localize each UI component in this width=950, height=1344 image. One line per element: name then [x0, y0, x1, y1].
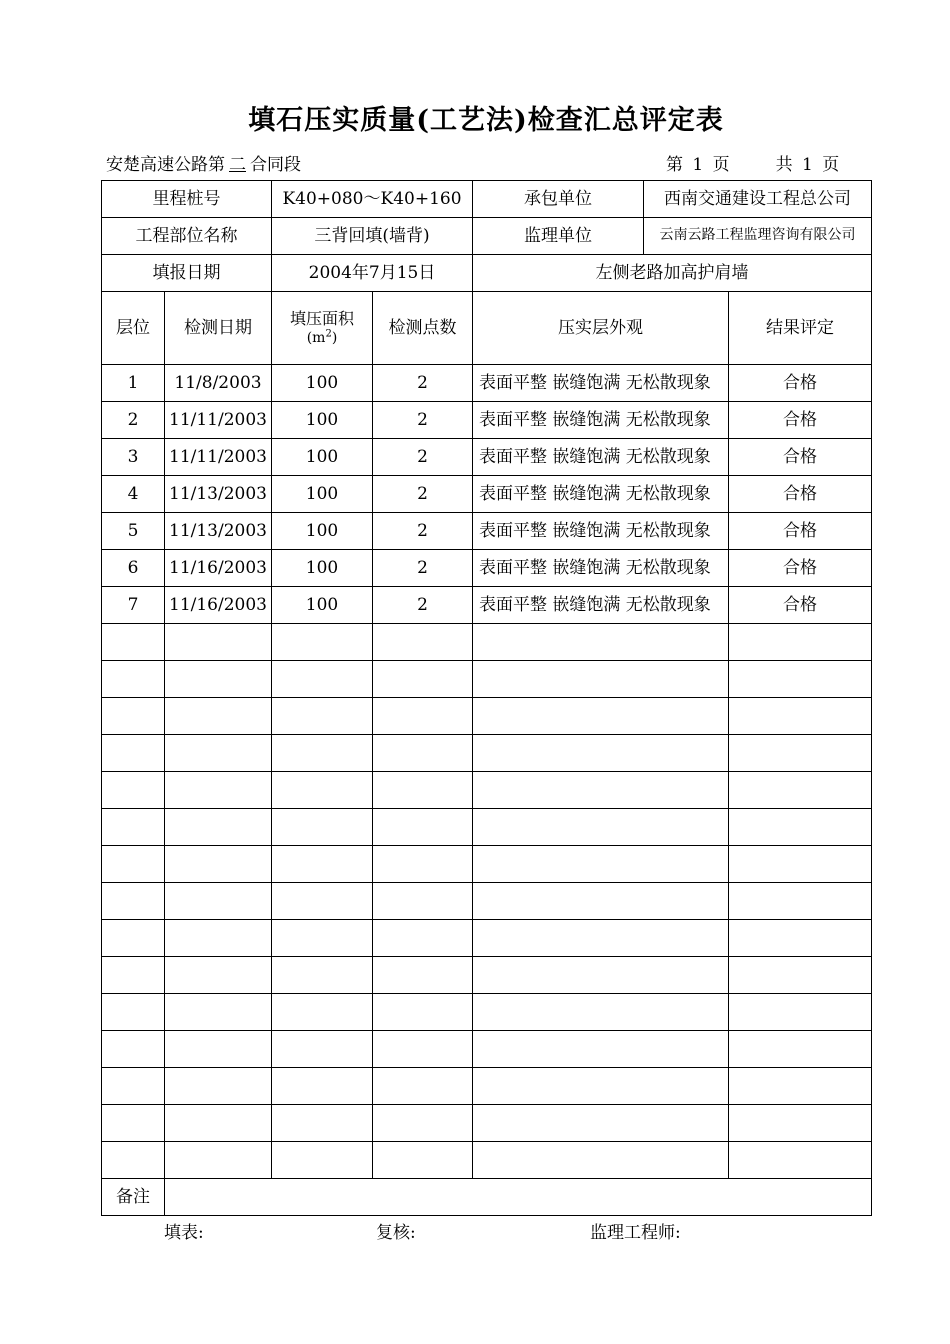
empty-cell	[373, 883, 473, 920]
remarks-row	[102, 1179, 872, 1216]
cell-result: 合格	[729, 402, 872, 439]
page-indicator	[666, 150, 839, 175]
cell-result: 合格	[729, 587, 872, 624]
empty-cell	[473, 772, 729, 809]
empty-cell	[272, 1142, 373, 1179]
col-area-label: 填压面积	[289, 308, 354, 328]
empty-cell	[473, 994, 729, 1031]
empty-cell	[373, 1105, 473, 1142]
table-row	[102, 476, 872, 513]
empty-cell	[102, 1068, 165, 1105]
col-area-unit: $(m^2)$	[306, 328, 338, 346]
table-row	[102, 513, 872, 550]
cell-points: 2	[373, 439, 473, 476]
cell-result: 合格	[729, 513, 872, 550]
empty-cell	[729, 994, 872, 1031]
empty-row	[102, 735, 872, 772]
cell-date: 11/13/2003	[165, 513, 272, 550]
empty-cell	[102, 735, 165, 772]
cell-date: 11/16/2003	[165, 587, 272, 624]
empty-cell	[102, 772, 165, 809]
cell-result: 合格	[729, 550, 872, 587]
empty-cell	[102, 1031, 165, 1068]
cell-layer: 3	[102, 439, 165, 476]
col-points: 检测点数	[373, 292, 473, 365]
empty-cell	[102, 920, 165, 957]
empty-cell	[729, 624, 872, 661]
empty-cell	[473, 883, 729, 920]
empty-cell	[272, 846, 373, 883]
col-layer: 层位	[102, 292, 165, 365]
station-label: 里程桩号	[102, 181, 272, 218]
cell-appearance: 表面平整 嵌缝饱满 无松散现象	[473, 402, 729, 439]
cell-points: 2	[373, 550, 473, 587]
empty-cell	[272, 1031, 373, 1068]
col-result: 结果评定	[729, 292, 872, 365]
empty-cell	[473, 1031, 729, 1068]
empty-cell	[373, 624, 473, 661]
cell-points: 2	[373, 476, 473, 513]
cell-appearance: 表面平整 嵌缝饱满 无松散现象	[473, 476, 729, 513]
empty-cell	[473, 735, 729, 772]
empty-cell	[272, 698, 373, 735]
empty-row	[102, 994, 872, 1031]
empty-row	[102, 957, 872, 994]
cell-area: 100	[272, 365, 373, 402]
empty-row	[102, 698, 872, 735]
empty-cell	[102, 624, 165, 661]
empty-cell	[729, 661, 872, 698]
cell-area: 100	[272, 439, 373, 476]
cell-points: 2	[373, 365, 473, 402]
date-label: 填报日期	[102, 255, 272, 292]
empty-cell	[473, 1068, 729, 1105]
empty-cell	[165, 957, 272, 994]
empty-cell	[272, 1105, 373, 1142]
empty-cell	[165, 1142, 272, 1179]
empty-cell	[729, 957, 872, 994]
empty-cell	[102, 1105, 165, 1142]
engineer-label: 监理工程师:	[590, 1223, 681, 1243]
table-row	[102, 402, 872, 439]
empty-cell	[373, 1142, 473, 1179]
cell-date: 11/11/2003	[165, 402, 272, 439]
cell-appearance: 表面平整 嵌缝饱满 无松散现象	[473, 439, 729, 476]
project-prefix: 安楚高速公路第	[106, 155, 225, 175]
empty-cell	[272, 1068, 373, 1105]
cell-points: 2	[373, 587, 473, 624]
empty-cell	[272, 661, 373, 698]
supervisor-label: 监理单位	[473, 218, 644, 255]
cell-area: 100	[272, 476, 373, 513]
empty-cell	[473, 698, 729, 735]
empty-row	[102, 624, 872, 661]
empty-row	[102, 1105, 872, 1142]
empty-cell	[165, 624, 272, 661]
empty-cell	[165, 698, 272, 735]
inspection-table	[101, 180, 872, 1216]
cell-date: 11/13/2003	[165, 476, 272, 513]
col-check-date: 检测日期	[165, 292, 272, 365]
empty-cell	[165, 1068, 272, 1105]
cell-date: 11/11/2003	[165, 439, 272, 476]
empty-cell	[165, 994, 272, 1031]
empty-cell	[373, 957, 473, 994]
empty-cell	[165, 735, 272, 772]
empty-cell	[729, 735, 872, 772]
remarks-label: 备注	[102, 1179, 165, 1216]
empty-cell	[729, 1105, 872, 1142]
empty-cell	[165, 883, 272, 920]
info-row-date	[102, 255, 872, 292]
empty-cell	[373, 772, 473, 809]
empty-cell	[165, 920, 272, 957]
contractor-value: 西南交通建设工程总公司	[644, 181, 872, 218]
empty-cell	[165, 772, 272, 809]
table-row	[102, 550, 872, 587]
empty-row	[102, 1031, 872, 1068]
empty-row	[102, 772, 872, 809]
empty-cell	[102, 883, 165, 920]
empty-cell	[373, 920, 473, 957]
cell-date: 11/8/2003	[165, 365, 272, 402]
empty-cell	[272, 735, 373, 772]
empty-cell	[102, 698, 165, 735]
form-title: 填石压实质量(工艺法)检查汇总评定表	[248, 105, 724, 136]
empty-cell	[473, 1142, 729, 1179]
empty-cell	[165, 809, 272, 846]
cell-layer: 5	[102, 513, 165, 550]
empty-cell	[473, 846, 729, 883]
cell-result: 合格	[729, 365, 872, 402]
empty-cell	[102, 1142, 165, 1179]
date-value: 2004年7月15日	[272, 255, 473, 292]
empty-cell	[373, 994, 473, 1031]
cell-result: 合格	[729, 476, 872, 513]
empty-cell	[272, 883, 373, 920]
empty-cell	[165, 661, 272, 698]
col-appearance: 压实层外观	[473, 292, 729, 365]
cell-area: 100	[272, 587, 373, 624]
empty-cell	[272, 920, 373, 957]
empty-cell	[373, 698, 473, 735]
contractor-label: 承包单位	[473, 181, 644, 218]
project-suffix: 合同段	[250, 155, 301, 175]
cell-area: 100	[272, 402, 373, 439]
cell-appearance: 表面平整 嵌缝饱满 无松散现象	[473, 365, 729, 402]
empty-row	[102, 661, 872, 698]
filled-by-label: 填表:	[164, 1223, 204, 1243]
cell-appearance: 表面平整 嵌缝饱满 无松散现象	[473, 587, 729, 624]
empty-cell	[473, 624, 729, 661]
empty-cell	[165, 1031, 272, 1068]
cell-points: 2	[373, 402, 473, 439]
empty-cell	[729, 1068, 872, 1105]
empty-row	[102, 1068, 872, 1105]
empty-cell	[102, 661, 165, 698]
table-row	[102, 365, 872, 402]
empty-cell	[373, 735, 473, 772]
section-number: 二	[229, 155, 246, 175]
cell-layer: 4	[102, 476, 165, 513]
empty-cell	[473, 920, 729, 957]
empty-cell	[165, 1105, 272, 1142]
empty-cell	[729, 883, 872, 920]
empty-cell	[102, 957, 165, 994]
empty-row	[102, 883, 872, 920]
empty-cell	[102, 846, 165, 883]
empty-cell	[272, 624, 373, 661]
remarks-value	[165, 1179, 872, 1216]
column-header-row	[102, 292, 872, 365]
empty-cell	[272, 772, 373, 809]
empty-row	[102, 809, 872, 846]
empty-cell	[473, 957, 729, 994]
empty-cell	[373, 1068, 473, 1105]
info-row-station	[102, 181, 872, 218]
page-number: 第 1 页	[666, 155, 730, 175]
empty-cell	[729, 1142, 872, 1179]
cell-layer: 1	[102, 365, 165, 402]
empty-cell	[473, 661, 729, 698]
table-row	[102, 587, 872, 624]
cell-layer: 6	[102, 550, 165, 587]
cell-appearance: 表面平整 嵌缝饱满 无松散现象	[473, 513, 729, 550]
empty-cell	[729, 920, 872, 957]
empty-row	[102, 920, 872, 957]
cell-area: 100	[272, 550, 373, 587]
part-label: 工程部位名称	[102, 218, 272, 255]
empty-cell	[373, 809, 473, 846]
empty-cell	[729, 846, 872, 883]
col-area	[272, 292, 373, 365]
supervisor-value: 云南云路工程监理咨询有限公司	[644, 218, 872, 255]
cell-layer: 2	[102, 402, 165, 439]
empty-cell	[272, 809, 373, 846]
info-row-part	[102, 218, 872, 255]
contract-section-line	[106, 150, 301, 175]
reviewed-by-label: 复核:	[376, 1223, 416, 1243]
empty-cell	[102, 809, 165, 846]
empty-row	[102, 846, 872, 883]
empty-cell	[729, 698, 872, 735]
empty-cell	[102, 994, 165, 1031]
empty-row	[102, 1142, 872, 1179]
empty-cell	[165, 846, 272, 883]
page-total: 共 1 页	[775, 155, 840, 175]
empty-cell	[373, 1031, 473, 1068]
empty-cell	[272, 994, 373, 1031]
empty-cell	[373, 846, 473, 883]
cell-result: 合格	[729, 439, 872, 476]
cell-appearance: 表面平整 嵌缝饱满 无松散现象	[473, 550, 729, 587]
empty-cell	[729, 1031, 872, 1068]
empty-cell	[729, 772, 872, 809]
cell-points: 2	[373, 513, 473, 550]
part-value: 三背回填(墙背)	[272, 218, 473, 255]
cell-date: 11/16/2003	[165, 550, 272, 587]
location-note: 左侧老路加高护肩墙	[473, 255, 872, 292]
cell-area: 100	[272, 513, 373, 550]
cell-layer: 7	[102, 587, 165, 624]
empty-cell	[272, 957, 373, 994]
empty-cell	[473, 809, 729, 846]
table-row	[102, 439, 872, 476]
empty-cell	[473, 1105, 729, 1142]
empty-cell	[373, 661, 473, 698]
empty-cell	[729, 809, 872, 846]
station-value: K40+080～K40+160	[272, 181, 473, 218]
